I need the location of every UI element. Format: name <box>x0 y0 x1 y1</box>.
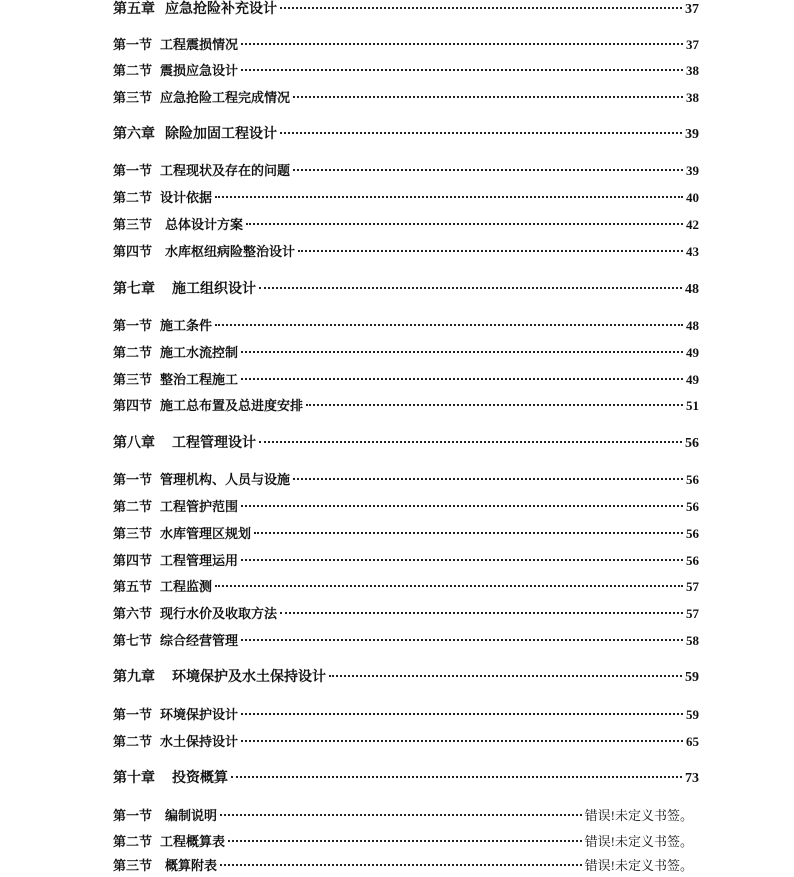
entry-number: 第七节 <box>113 634 153 649</box>
entry-page-number: 51 <box>686 398 699 413</box>
toc-entry-chapter-9[interactable] <box>113 666 699 688</box>
dot-leader <box>254 532 683 534</box>
entry-title: 工程概算表 <box>160 835 226 850</box>
entry-title: 投资概算 <box>172 770 228 786</box>
entry-page-number: 39 <box>685 127 699 142</box>
entry-number: 第七章 <box>113 281 155 297</box>
entry-title: 编制说明 <box>165 809 218 824</box>
toc-entry-section[interactable] <box>113 805 693 827</box>
entry-title: 水土保持设计 <box>160 735 239 750</box>
entry-title: 施工条件 <box>160 319 213 334</box>
toc-entry-section[interactable] <box>113 630 699 652</box>
entry-title: 震损应急设计 <box>160 64 239 79</box>
toc-entry-section[interactable] <box>113 704 699 726</box>
toc-entry-section[interactable] <box>113 87 699 109</box>
entry-page-number: 65 <box>686 734 699 749</box>
dot-leader <box>306 404 683 406</box>
entry-page-number: 49 <box>686 345 699 360</box>
entry-page-number: 56 <box>685 436 699 451</box>
entry-page-number: 56 <box>686 553 699 568</box>
entry-page-number: 错误!未定义书签。 <box>584 858 693 873</box>
entry-page-number: 37 <box>685 2 699 17</box>
entry-number: 第五章 <box>113 1 155 17</box>
entry-number: 第二节 <box>113 191 153 206</box>
toc-entry-chapter-10[interactable] <box>113 767 699 789</box>
dot-leader <box>280 7 682 9</box>
entry-number: 第四节 <box>113 399 153 414</box>
toc-entry-section[interactable] <box>113 34 699 56</box>
entry-number: 第一节 <box>113 473 153 488</box>
entry-title: 管理机构、人员与设施 <box>160 473 291 488</box>
entry-number: 第四节 <box>113 245 153 260</box>
entry-title: 施工组织设计 <box>172 281 256 297</box>
dot-leader <box>241 639 683 641</box>
entry-number: 第四节 <box>113 554 153 569</box>
entry-title: 应急抢险工程完成情况 <box>160 91 291 106</box>
entry-number: 第八章 <box>113 435 155 451</box>
entry-title: 工程震损情况 <box>160 38 239 53</box>
toc-entry-chapter-6[interactable] <box>113 123 699 145</box>
toc-entry-chapter-5[interactable] <box>113 0 699 20</box>
entry-page-number: 37 <box>686 37 699 52</box>
toc-entry-section[interactable] <box>113 160 699 182</box>
entry-title: 工程现状及存在的问题 <box>160 164 291 179</box>
dot-leader <box>241 740 683 742</box>
entry-title: 环境保护及水土保持设计 <box>172 669 326 685</box>
entry-number: 第三节 <box>113 373 153 388</box>
toc-entry-section[interactable] <box>113 550 699 572</box>
dot-leader <box>241 378 683 380</box>
dot-leader <box>215 324 683 326</box>
entry-page-number: 57 <box>686 579 699 594</box>
entry-number: 第十章 <box>113 770 155 786</box>
entry-title: 除险加固工程设计 <box>165 126 277 142</box>
toc-entry-chapter-7[interactable] <box>113 278 699 300</box>
toc-entry-section[interactable] <box>113 315 699 337</box>
entry-title: 工程监测 <box>160 580 213 595</box>
dot-leader <box>293 478 683 480</box>
entry-page-number: 错误!未定义书签。 <box>584 808 693 823</box>
entry-number: 第三节 <box>113 859 153 874</box>
entry-page-number: 59 <box>686 707 699 722</box>
dot-leader <box>241 351 683 353</box>
dot-leader <box>293 169 683 171</box>
entry-page-number: 错误!未定义书签。 <box>584 834 693 849</box>
toc-entry-section[interactable] <box>113 855 693 877</box>
entry-page-number: 43 <box>686 244 699 259</box>
entry-title: 水库管理区规划 <box>160 527 252 542</box>
entry-page-number: 40 <box>686 190 699 205</box>
dot-leader <box>215 196 683 198</box>
entry-number: 第一节 <box>113 708 153 723</box>
toc-entry-section[interactable] <box>113 831 693 853</box>
dot-leader <box>280 132 682 134</box>
entry-page-number: 48 <box>685 282 699 297</box>
entry-title: 综合经营管理 <box>160 634 239 649</box>
entry-page-number: 48 <box>686 318 699 333</box>
entry-number: 第二节 <box>113 346 153 361</box>
entry-page-number: 56 <box>686 472 699 487</box>
entry-title: 设计依据 <box>160 191 213 206</box>
dot-leader <box>293 96 683 98</box>
entry-number: 第三节 <box>113 527 153 542</box>
toc-entry-section[interactable] <box>113 576 699 598</box>
entry-title: 施工水流控制 <box>160 346 239 361</box>
entry-title: 水库枢纽病险整治设计 <box>165 245 296 260</box>
entry-page-number: 57 <box>686 606 699 621</box>
entry-number: 第一节 <box>113 319 153 334</box>
entry-number: 第六章 <box>113 126 155 142</box>
entry-page-number: 38 <box>686 63 699 78</box>
dot-leader <box>241 559 683 561</box>
dot-leader <box>215 585 683 587</box>
toc-entry-section[interactable] <box>113 342 699 364</box>
entry-page-number: 56 <box>686 499 699 514</box>
dot-leader <box>241 505 683 507</box>
entry-number: 第一节 <box>113 809 153 824</box>
entry-page-number: 38 <box>686 90 699 105</box>
dot-leader <box>259 441 682 443</box>
toc-entry-chapter-8[interactable] <box>113 432 699 454</box>
dot-leader <box>329 675 682 677</box>
entry-number: 第二节 <box>113 500 153 515</box>
dot-leader <box>259 287 682 289</box>
entry-title: 概算附表 <box>165 859 218 874</box>
entry-number: 第二节 <box>113 735 153 750</box>
entry-title: 工程管护范围 <box>160 500 239 515</box>
entry-page-number: 49 <box>686 372 699 387</box>
entry-page-number: 39 <box>686 163 699 178</box>
entry-page-number: 56 <box>686 526 699 541</box>
dot-leader <box>241 713 683 715</box>
entry-number: 第一节 <box>113 38 153 53</box>
entry-number: 第六节 <box>113 607 153 622</box>
entry-title: 施工总布置及总进度安排 <box>160 399 304 414</box>
toc-entry-section[interactable] <box>113 395 699 417</box>
toc-entry-section[interactable] <box>113 214 699 236</box>
dot-leader <box>228 840 582 842</box>
dot-leader <box>246 223 683 225</box>
entry-number: 第二节 <box>113 64 153 79</box>
toc-entry-section[interactable] <box>113 369 699 391</box>
entry-title: 总体设计方案 <box>165 218 244 233</box>
toc-entry-section[interactable] <box>113 523 699 545</box>
toc-entry-section[interactable] <box>113 187 699 209</box>
dot-leader <box>220 814 582 816</box>
toc-entry-section[interactable] <box>113 603 699 625</box>
entry-title: 应急抢险补充设计 <box>165 1 277 17</box>
entry-page-number: 59 <box>685 670 699 685</box>
entry-number: 第三节 <box>113 218 153 233</box>
entry-number: 第一节 <box>113 164 153 179</box>
entry-page-number: 42 <box>686 217 699 232</box>
toc-entry-section[interactable] <box>113 469 699 491</box>
entry-title: 现行水价及收取方法 <box>160 607 278 622</box>
entry-number: 第五节 <box>113 580 153 595</box>
dot-leader <box>280 612 683 614</box>
toc-entry-section[interactable] <box>113 60 699 82</box>
entry-title: 环境保护设计 <box>160 708 239 723</box>
dot-leader <box>241 69 683 71</box>
toc-entry-section[interactable] <box>113 496 699 518</box>
entry-number: 第九章 <box>113 669 155 685</box>
entry-number: 第三节 <box>113 91 153 106</box>
dot-leader <box>231 776 682 778</box>
entry-page-number: 73 <box>685 771 699 786</box>
entry-title: 工程管理运用 <box>160 554 239 569</box>
entry-title: 整治工程施工 <box>160 373 239 388</box>
dot-leader <box>298 250 683 252</box>
entry-page-number: 58 <box>686 633 699 648</box>
toc-entry-section[interactable] <box>113 731 699 753</box>
dot-leader <box>241 43 683 45</box>
entry-number: 第二节 <box>113 835 153 850</box>
entry-title: 工程管理设计 <box>172 435 256 451</box>
dot-leader <box>220 864 582 866</box>
toc-entry-section[interactable] <box>113 241 699 263</box>
